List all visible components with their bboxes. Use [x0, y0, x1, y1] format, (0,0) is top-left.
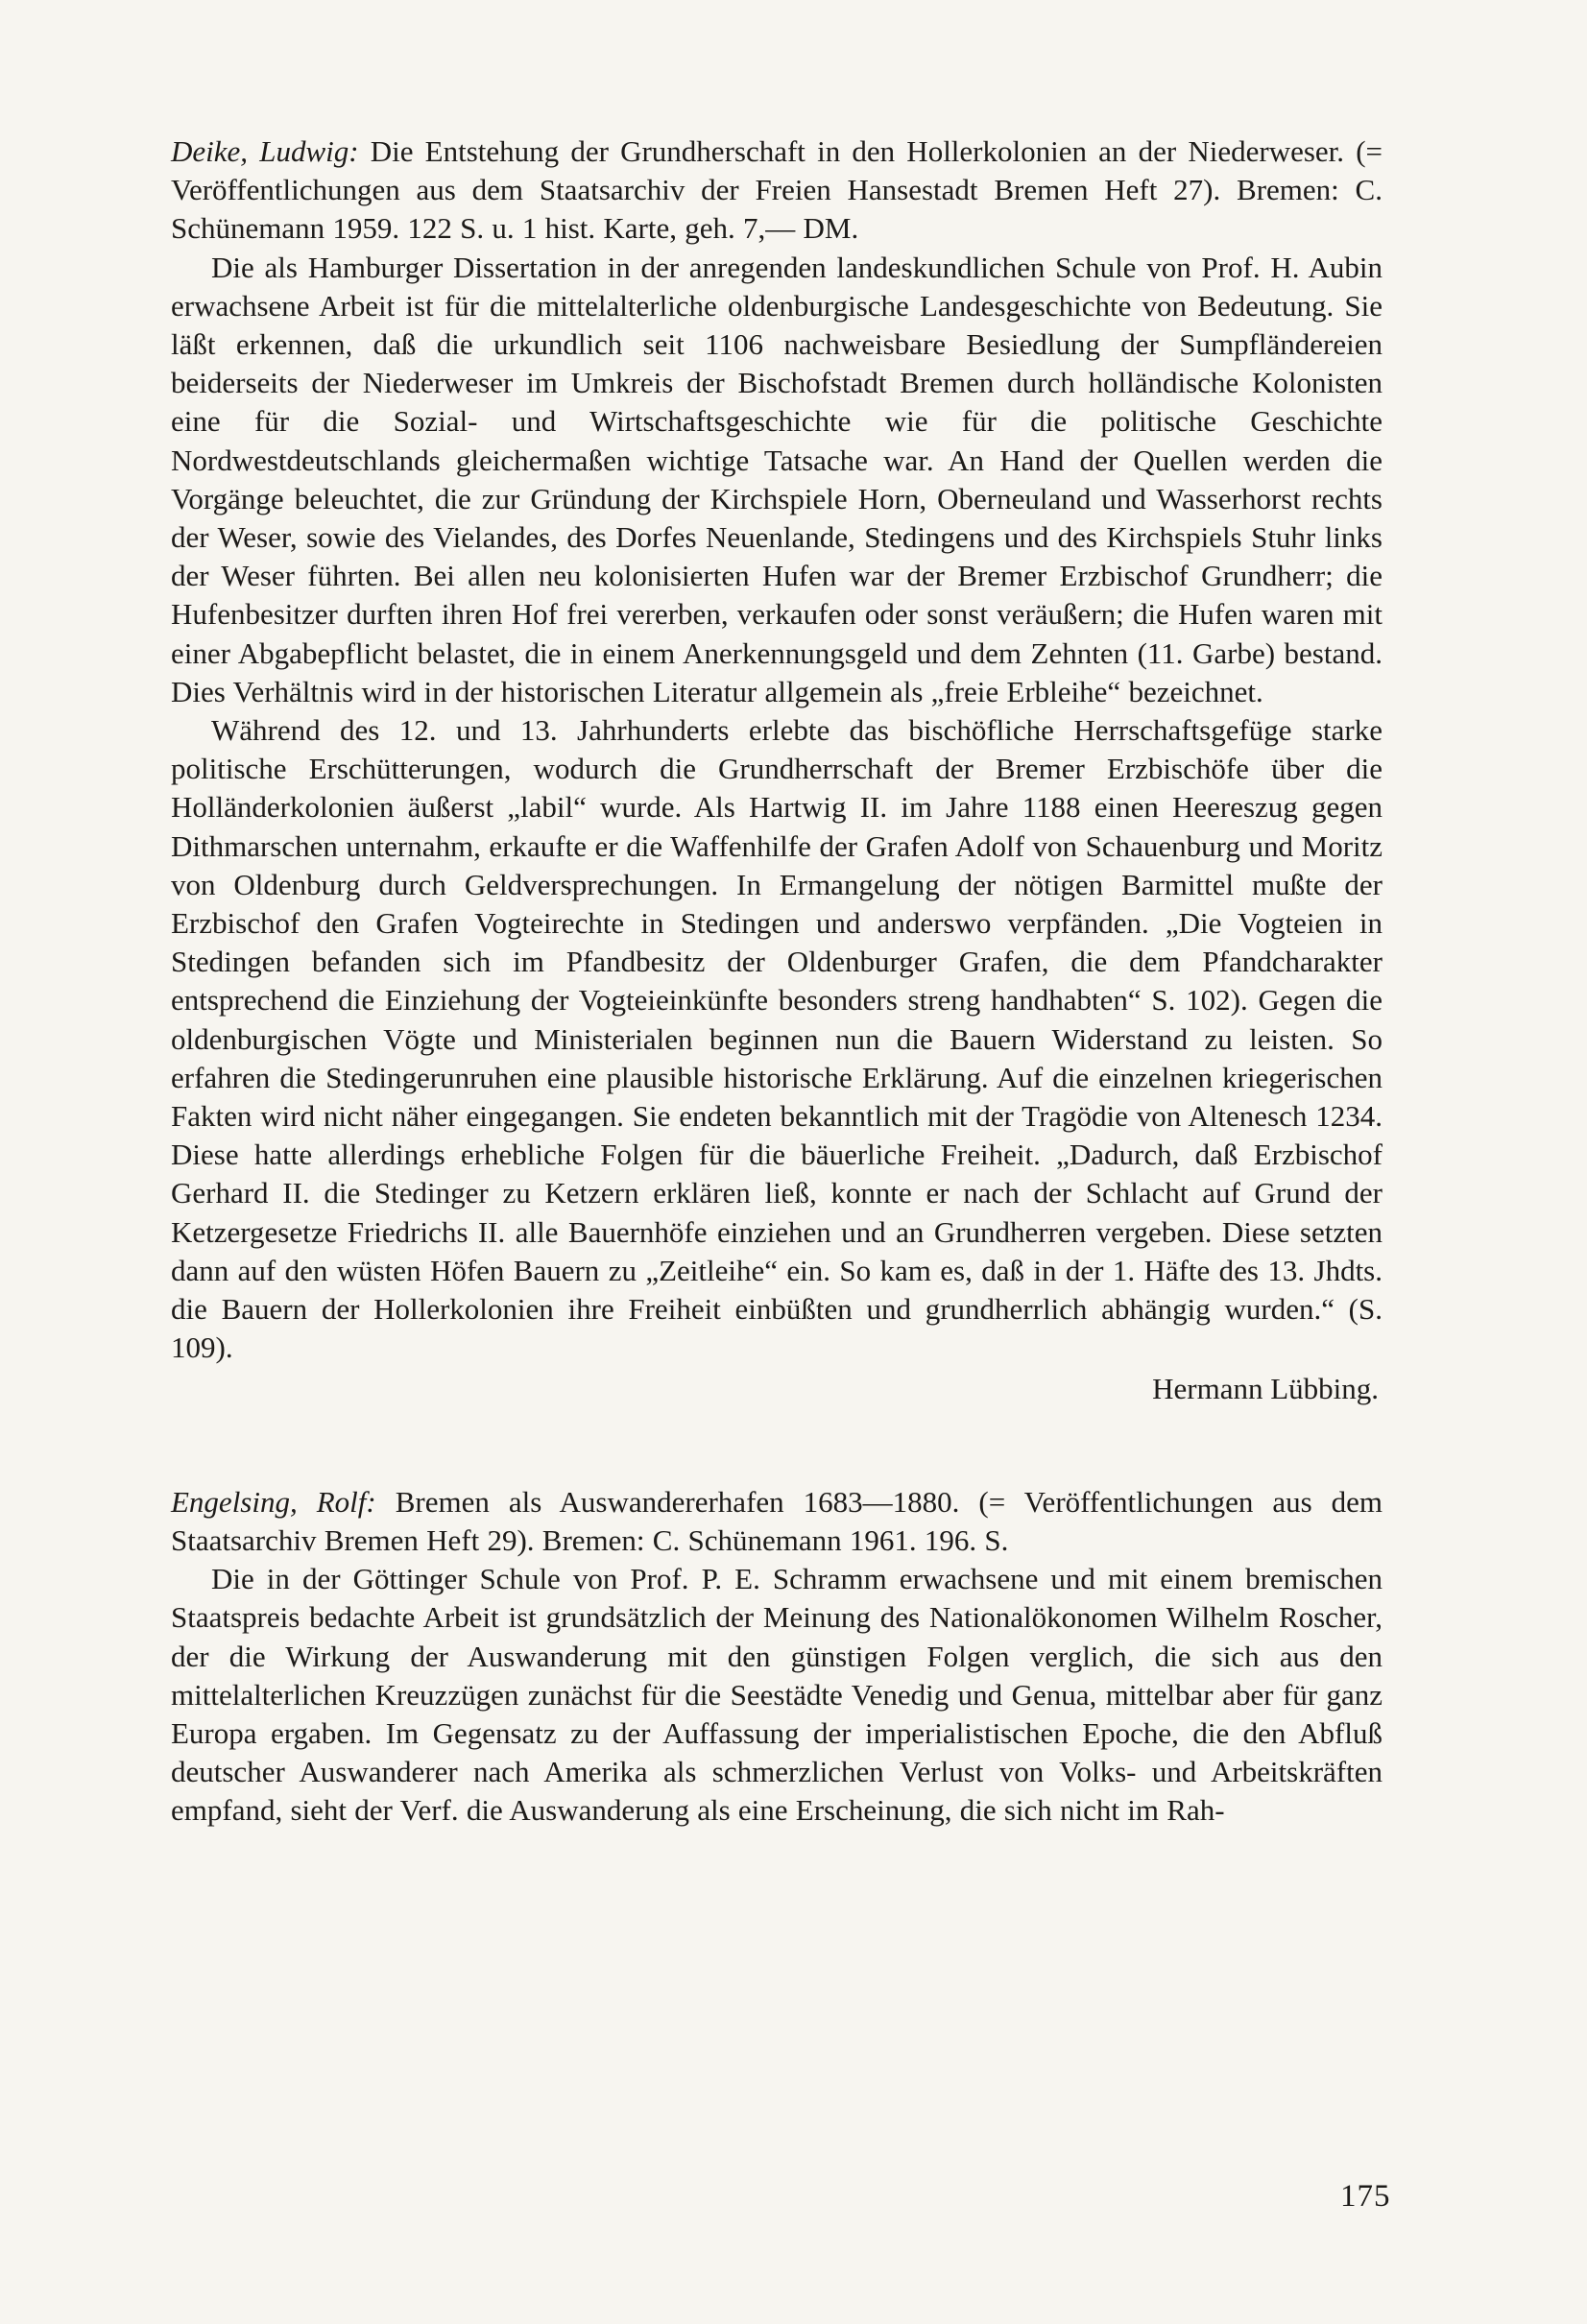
citation: Bremen als Auswandererhafen 1683—1880. (= Veröffentlichungen aus dem Staatsarchiv Bremen Heft 29). Bremen: C. Schünemann 1961. 196. S. — [171, 1484, 1383, 1557]
review-paragraph: Die als Hamburger Dissertation in der anregenden landeskundlichen Schule von Prof. H. Aubin erwachsene Arbeit ist für die mittelalterliche oldenburgische Landesgeschichte von Bedeutung. Sie läßt erkennen, daß die urkundlich seit 1106 nachweisbare Besiedlung der Sumpfländereien beiderseits der Niederweser im Umkreis der Bischofstadt Bremen durch holländische Kolonisten eine für die Sozial- und Wirtschaftsgeschichte wie für die politische Geschichte Nordwestdeutschlands gleichermaßen wichtige Tatsache war. An Hand der Quellen werden die Vorgänge beleuchtet, die zur Gründung der Kirchspiele Horn, Oberneuland und Wasserhorst rechts der Weser, sowie des Vielandes, des Dorfes Neuenlande, Stedingens und des Kirchspiels Stuhr links der Weser führten. Bei allen neu kolonisierten Hufen war der Bremer Erzbischof Grundherr; die Hufenbesitzer durften ihren Hof frei vererben, verkaufen oder sonst veräußern; die Hufen waren mit einer Abgabepflicht belastet, die in einem Anerkennungsgeld und dem Zehnten (11. Garbe) bestand. Dies Verhältnis wird in der historischen Literatur allgemein als „freie Erbleihe“ bezeichnet. — [171, 250, 1383, 708]
reviewer-signature: Hermann Lübbing. — [1152, 1371, 1379, 1405]
review-heading — [171, 1483, 1383, 1560]
author-name: Deike, Ludwig: — [171, 134, 359, 168]
review-deike — [171, 132, 1383, 1408]
review-paragraph: Die in der Göttinger Schule von Prof. P. E. Schramm erwachsene und mit einem bremischen Staatspreis bedachte Arbeit ist grundsätzlich der Meinung des Nationalökonomen Wilhelm Roscher, der die Wirkung der Auswanderung mit den günstigen Folgen verglich, die sich aus den mittelalterlichen Kreuzzügen zunächst für die Seestädte Venedig und Genua, mittelbar aber für ganz Europa ergaben. Im Gegensatz zu der Auffassung der imperialistischen Epoche, die den Abfluß deutscher Auswanderer nach Amerika als schmerzlichen Verlust von Volks- und Arbeitskräften empfand, sieht der Verf. die Auswanderung als eine Erscheinung, die sich nicht im Rah- — [171, 1562, 1383, 1828]
author-name: Engelsing, Rolf: — [171, 1484, 376, 1519]
page-number: 175 — [1340, 2179, 1391, 2214]
page-body — [171, 132, 1383, 1831]
review-engelsing — [171, 1483, 1383, 1831]
review-heading — [171, 132, 1383, 249]
citation: Die Entstehung der Grundherschaft in den Hollerkolonien an der Niederweser. (= Veröffentlichungen aus dem Staatsarchiv der Freien Hansestadt Bremen Heft 27). Bremen: C. Schünemann 1959. 122 S. u. 1 hist. Karte, geh. 7,— DM. — [171, 134, 1383, 246]
review-paragraph: Während des 12. und 13. Jahrhunderts erlebte das bischöfliche Herrschaftsgefüge starke politische Erschütterungen, wodurch die Grundherrschaft der Bremer Erzbischöfe über die Holländerkolonien äußerst „labil“ wurde. Als Hartwig II. im Jahre 1188 einen Heereszug gegen Dithmarschen unternahm, erkaufte er die Waffenhilfe der Grafen Adolf von Schauenburg und Moritz von Oldenburg durch Geldversprechungen. In Ermangelung der nötigen Barmittel mußte der Erzbischof den Grafen Vogteirechte in Stedingen und anderswo verpfänden. „Die Vogteien in Stedingen befanden sich im Pfandbesitz der Oldenburger Grafen, die dem Pfandcharakter entsprechend die Einziehung der Vogteieinkünfte besonders streng handhabten“ S. 102). Gegen die oldenburgischen Vögte und Ministerialen beginnen nun die Bauern Widerstand zu leisten. So erfahren die Stedingerunruhen eine plausible historische Erklärung. Auf die einzelnen kriegerischen Fakten wird nicht näher eingegangen. Sie endeten bekanntlich mit der Tragödie von Altenesch 1234. Diese hatte allerdings erhebliche Folgen für die bäuerliche Freiheit. „Dadurch, daß Erzbischof Gerhard II. die Stedinger zu Ketzern erklären ließ, konnte er nach der Schlacht auf Grund der Ketzergesetze Friedrichs II. alle Bauernhöfe einziehen und an Grundherren vergeben. Diese setzten dann auf den wüsten Höfen Bauern zu „Zeitleihe“ ein. So kam es, daß in der 1. Häfte des 13. Jhdts. die Bauern der Hollerkolonien ihre Freiheit einbüßten und grundherrlich abhängig wurden.“ (S. 109). — [171, 713, 1383, 1365]
